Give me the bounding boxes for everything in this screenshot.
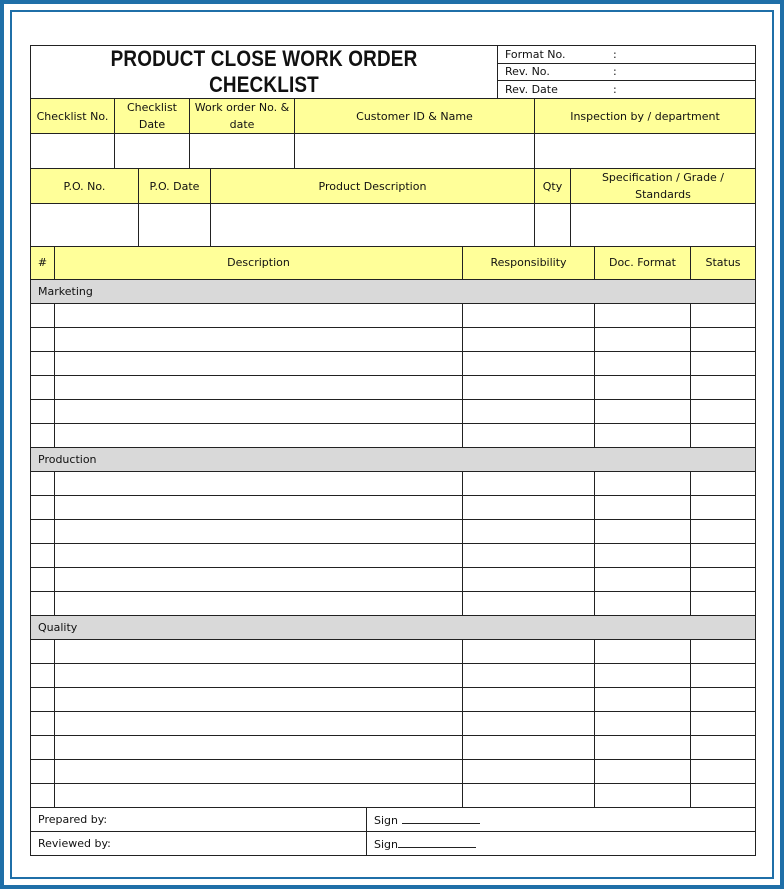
doc-format-cell[interactable] [595,351,691,375]
customer-field[interactable] [295,134,535,169]
status-cell[interactable] [691,735,756,759]
status-cell[interactable] [691,423,756,447]
table-row [31,303,756,327]
doc-format-cell[interactable] [595,375,691,399]
doc-format-cell[interactable] [595,519,691,543]
product-description-header: Product Description [211,169,535,204]
doc-format-column-header: Doc. Format [595,247,691,279]
description-cell[interactable] [55,639,463,663]
responsibility-cell[interactable] [463,375,595,399]
doc-format-cell[interactable] [595,423,691,447]
meta-sep: : [613,65,617,79]
num-column-header: # [31,247,55,279]
num-cell[interactable] [31,495,55,519]
table-row [31,543,756,567]
doc-format-cell[interactable] [595,687,691,711]
reviewed-sign-cell[interactable] [367,832,756,856]
table-row [31,591,756,615]
table-row [31,495,756,519]
status-cell[interactable] [691,399,756,423]
num-cell[interactable] [31,471,55,495]
status-cell[interactable] [691,663,756,687]
num-cell[interactable] [31,327,55,351]
description-cell[interactable] [55,423,463,447]
table-row [31,759,756,783]
section-label: Production [31,447,756,471]
prepared-sign-cell[interactable] [367,808,756,832]
title-table [30,45,756,99]
responsibility-cell[interactable] [463,519,595,543]
table-row [31,735,756,759]
page-title: PRODUCT CLOSE WORK ORDER CHECKLIST [110,46,418,97]
title-cell [31,46,498,99]
status-cell[interactable] [691,303,756,327]
work-order-field[interactable] [190,134,295,169]
description-cell[interactable] [55,303,463,327]
table-row [31,663,756,687]
doc-format-cell[interactable] [595,567,691,591]
table-row [31,783,756,807]
sign-line[interactable] [398,836,476,848]
description-cell[interactable] [55,471,463,495]
status-cell[interactable] [691,351,756,375]
responsibility-cell[interactable] [463,663,595,687]
checklist-date-header: Checklist Date [115,99,190,134]
responsibility-cell[interactable] [463,711,595,735]
status-cell[interactable] [691,711,756,735]
doc-format-cell[interactable] [595,303,691,327]
po-date-header: P.O. Date [139,169,211,204]
sign-label: Sign [374,813,398,827]
responsibility-cell[interactable] [463,591,595,615]
section-row [31,447,756,471]
description-cell[interactable] [55,567,463,591]
meta-label: Rev. Date [505,83,558,97]
num-cell[interactable] [31,639,55,663]
num-cell[interactable] [31,663,55,687]
table-row [31,639,756,663]
table-row [31,327,756,351]
meta-rev-date[interactable] [498,81,756,99]
num-cell[interactable] [31,567,55,591]
responsibility-cell[interactable] [463,735,595,759]
responsibility-cell[interactable] [463,327,595,351]
responsibility-cell[interactable] [463,495,595,519]
doc-format-cell[interactable] [595,543,691,567]
doc-format-cell[interactable] [595,759,691,783]
prepared-by-label: Prepared by: [31,808,367,832]
header-table-1 [30,99,756,169]
specification-field[interactable] [571,204,756,247]
doc-format-cell[interactable] [595,783,691,807]
doc-format-cell[interactable] [595,399,691,423]
responsibility-cell[interactable] [463,783,595,807]
description-cell[interactable] [55,399,463,423]
doc-format-cell[interactable] [595,327,691,351]
num-cell[interactable] [31,303,55,327]
num-cell[interactable] [31,735,55,759]
responsibility-cell[interactable] [463,303,595,327]
num-cell[interactable] [31,351,55,375]
product-description-field[interactable] [211,204,535,247]
doc-format-cell[interactable] [595,663,691,687]
meta-sep: : [613,83,617,97]
reviewed-by-label: Reviewed by: [31,832,367,856]
inspection-field[interactable] [535,134,756,169]
meta-format-no[interactable] [498,46,756,64]
description-cell[interactable] [55,663,463,687]
num-cell[interactable] [31,687,55,711]
status-cell[interactable] [691,375,756,399]
responsibility-cell[interactable] [463,567,595,591]
description-cell[interactable] [55,711,463,735]
description-cell[interactable] [55,543,463,567]
status-cell[interactable] [691,495,756,519]
status-cell[interactable] [691,639,756,663]
qty-field[interactable] [535,204,571,247]
meta-label: Rev. No. [505,65,550,79]
responsibility-column-header: Responsibility [463,247,595,279]
header-table-2 [30,169,756,247]
status-cell[interactable] [691,687,756,711]
description-cell[interactable] [55,351,463,375]
status-cell[interactable] [691,543,756,567]
table-row [31,711,756,735]
po-no-header: P.O. No. [31,169,139,204]
inspection-header: Inspection by / department [535,99,756,134]
meta-sep: : [613,47,617,61]
description-cell[interactable] [55,327,463,351]
description-cell[interactable] [55,735,463,759]
description-cell[interactable] [55,495,463,519]
description-column-header: Description [55,247,463,279]
description-cell[interactable] [55,687,463,711]
sign-label: Sign [374,838,398,851]
num-cell[interactable] [31,543,55,567]
num-cell[interactable] [31,375,55,399]
po-date-field[interactable] [139,204,211,247]
responsibility-cell[interactable] [463,423,595,447]
status-cell[interactable] [691,519,756,543]
work-order-header: Work order No. & date [190,99,295,134]
checklist-table [30,247,756,808]
doc-format-cell[interactable] [595,639,691,663]
po-no-field[interactable] [31,204,139,247]
num-cell[interactable] [31,783,55,807]
footer-table [30,808,756,857]
responsibility-cell[interactable] [463,639,595,663]
description-cell[interactable] [55,759,463,783]
responsibility-cell[interactable] [463,471,595,495]
description-cell[interactable] [55,375,463,399]
section-row [31,279,756,303]
status-cell[interactable] [691,471,756,495]
num-cell[interactable] [31,519,55,543]
table-row [31,471,756,495]
checklist-no-field[interactable] [31,134,115,169]
checklist-document [30,45,755,856]
table-row [31,567,756,591]
doc-format-cell[interactable] [595,735,691,759]
status-column-header: Status [691,247,756,279]
customer-header: Customer ID & Name [295,99,535,134]
description-cell[interactable] [55,519,463,543]
checklist-no-header: Checklist No. [31,99,115,134]
table-row [31,375,756,399]
responsibility-cell[interactable] [463,399,595,423]
sign-line[interactable] [402,812,480,824]
num-cell[interactable] [31,759,55,783]
status-cell[interactable] [691,783,756,807]
doc-format-cell[interactable] [595,591,691,615]
status-cell[interactable] [691,759,756,783]
meta-rev-no[interactable] [498,63,756,81]
table-row [31,399,756,423]
num-cell[interactable] [31,423,55,447]
checklist-date-field[interactable] [115,134,190,169]
status-cell[interactable] [691,591,756,615]
section-label: Marketing [31,279,756,303]
doc-format-cell[interactable] [595,495,691,519]
qty-header: Qty [535,169,571,204]
num-cell[interactable] [31,591,55,615]
doc-format-cell[interactable] [595,471,691,495]
table-row [31,351,756,375]
status-cell[interactable] [691,327,756,351]
doc-format-cell[interactable] [595,711,691,735]
num-cell[interactable] [31,399,55,423]
section-label: Quality [31,615,756,639]
num-cell[interactable] [31,711,55,735]
meta-label: Format No. [505,47,566,61]
responsibility-cell[interactable] [463,351,595,375]
responsibility-cell[interactable] [463,759,595,783]
description-cell[interactable] [55,591,463,615]
description-cell[interactable] [55,783,463,807]
responsibility-cell[interactable] [463,687,595,711]
responsibility-cell[interactable] [463,543,595,567]
specification-header: Specification / Grade / Standards [571,169,756,204]
status-cell[interactable] [691,567,756,591]
table-row [31,423,756,447]
section-row [31,615,756,639]
table-row [31,519,756,543]
table-row [31,687,756,711]
